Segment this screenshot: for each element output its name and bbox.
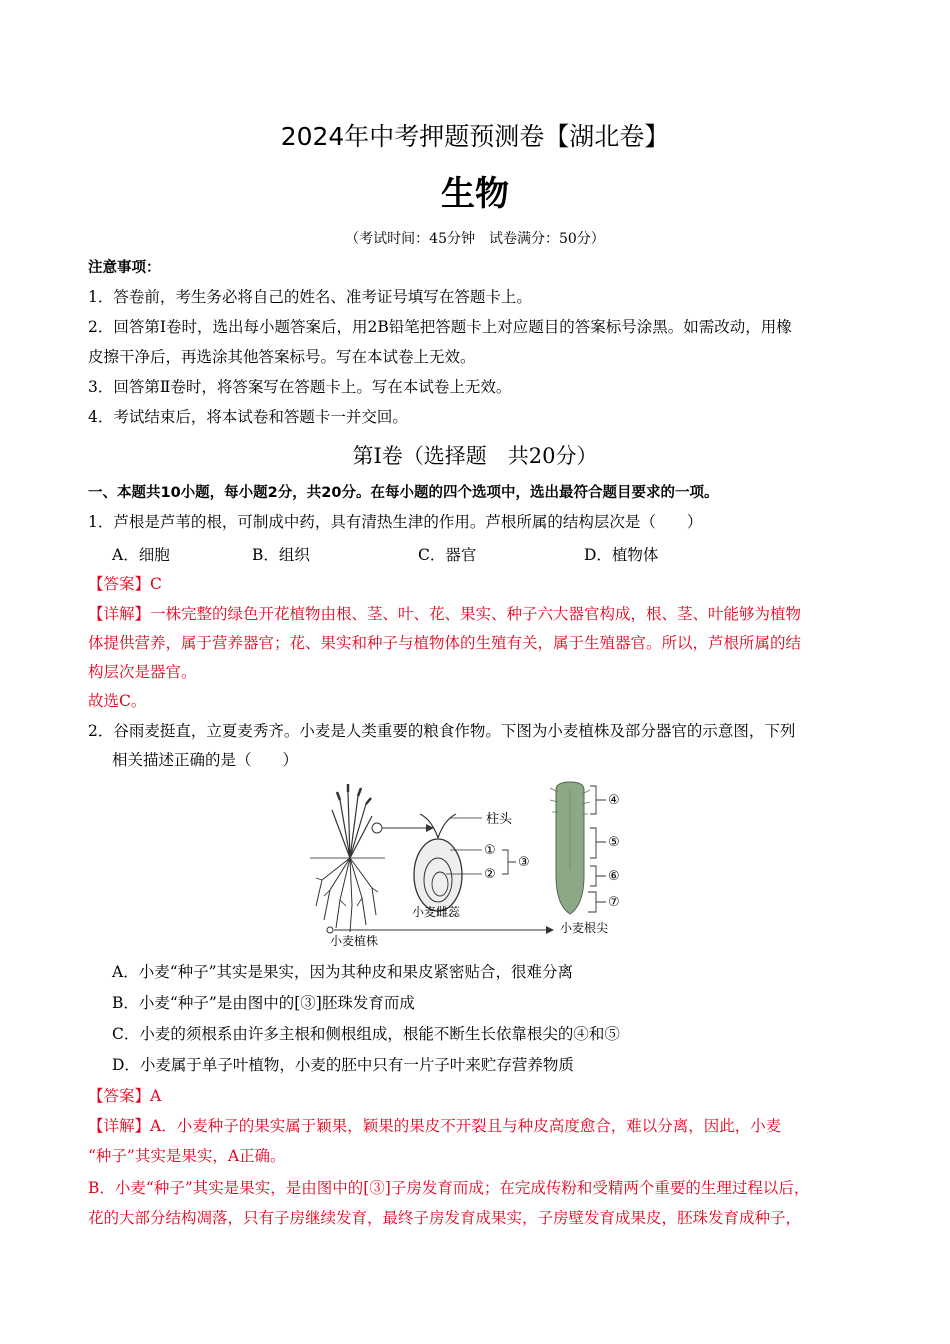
q1-detail-line: 【详解】一株完整的绿色开花植物由根、茎、叶、花、果实、种子六大器官构成，根、茎、叶能够为植物 — [88, 605, 802, 623]
label-plant: 小麦植株 — [330, 934, 379, 948]
subject-title: 生物 — [441, 174, 509, 214]
root-tip-arrowhead — [546, 926, 554, 934]
note-item: 1．答卷前，考生务必将自己的姓名、准考证号填写在答题卡上。 — [88, 288, 532, 306]
note-item: 2．回答第Ⅰ卷时，选出每小题答案后，用2B铅笔把答题卡上对应题目的答案标号涂黑。如需改动，用橡 — [88, 318, 792, 336]
marker-1: ① — [484, 843, 496, 858]
q2-detail-line: B．小麦“种子”其实是果实，是由图中的[③]子房发育而成；在完成传粉和受精两个重要的生理过程以后， — [88, 1179, 810, 1197]
q1-option-a: A．细胞 — [112, 546, 170, 564]
q1-answer: 【答案】C — [88, 575, 162, 593]
q2-detail-line: “种子”其实是果实，A正确。 — [88, 1147, 286, 1165]
exam-info: （考试时间：45分钟 试卷满分：50分） — [345, 231, 605, 247]
label-stigma: 柱头 — [486, 812, 513, 827]
section-instruction: 一、本题共10小题，每小题2分，共20分。在每小题的四个选项中，选出最符合题目要求的一项。 — [88, 485, 719, 501]
marker-4: ④ — [608, 793, 620, 808]
q1-option-c: C．器官 — [418, 546, 477, 564]
exam-title: 2024年中考押题预测卷【湖北卷】 — [280, 122, 670, 151]
marker-7: ⑦ — [608, 895, 620, 910]
marker-3: ③ — [518, 855, 530, 870]
q2-answer: 【答案】A — [88, 1087, 162, 1105]
q1-detail-line: 体提供营养，属于营养器官；花、果实和种子与植物体的生殖有关，属于生殖器官。所以，芦根所属的结 — [88, 634, 802, 652]
q2-option-b: B．小麦“种子”是由图中的[③]胚珠发育而成 — [112, 994, 415, 1012]
q1-option-d: D．植物体 — [584, 546, 659, 564]
note-item: 皮擦干净后，再选涂其他答案标号。写在本试卷上无效。 — [88, 348, 476, 366]
wheat-root-tip-illustration — [550, 782, 606, 914]
marker-2: ② — [484, 867, 496, 882]
label-root-tip: 小麦根尖 — [560, 921, 609, 935]
label-pistil: 小麦雌蕊 — [412, 905, 461, 919]
note-item: 3．回答第Ⅱ卷时，将答案写在答题卡上。写在本试卷上无效。 — [88, 378, 512, 396]
q2-detail-line: 花的大部分结构凋落，只有子房继续发育，最终子房发育成果实，子房壁发育成果皮，胚珠发育成种子， — [88, 1209, 802, 1227]
q2-option-d: D．小麦属于单子叶植物，小麦的胚中只有一片子叶来贮存营养物质 — [112, 1056, 574, 1074]
q1-option-b: B．组织 — [252, 546, 310, 564]
q2-option-a: A．小麦“种子”其实是果实，因为其种皮和果皮紧密贴合，很难分离 — [112, 963, 574, 981]
question-2-stem: 2．谷雨麦挺直，立夏麦秀齐。小麦是人类重要的粮食作物。下图为小麦植株及部分器官的示意图，下列 — [88, 722, 796, 740]
q2-detail-line: 【详解】A．小麦种子的果实属于颖果，颖果的果皮不开裂且与种皮高度愈合，难以分离，因此，小麦 — [88, 1117, 782, 1135]
q2-option-c: C．小麦的须根系由许多主根和侧根组成，根能不断生长依靠根尖的④和⑤ — [112, 1025, 620, 1043]
notes-heading: 注意事项： — [88, 260, 161, 276]
question-2-stem: 相关描述正确的是（ ） — [112, 751, 299, 769]
q1-detail-line: 故选C。 — [88, 692, 147, 710]
q1-detail-line: 构层次是器官。 — [88, 663, 197, 681]
marker-6: ⑥ — [608, 869, 620, 884]
section-title: 第Ⅰ卷（选择题 共20分） — [352, 444, 598, 468]
marker-5: ⑤ — [608, 835, 620, 850]
question-1-stem: 1．芦根是芦苇的根，可制成中药，具有清热生津的作用。芦根所属的结构层次是（ ） — [88, 513, 703, 531]
wheat-diagram — [310, 780, 640, 950]
note-item: 4．考试结束后，将本试卷和答题卡一并交回。 — [88, 408, 408, 426]
